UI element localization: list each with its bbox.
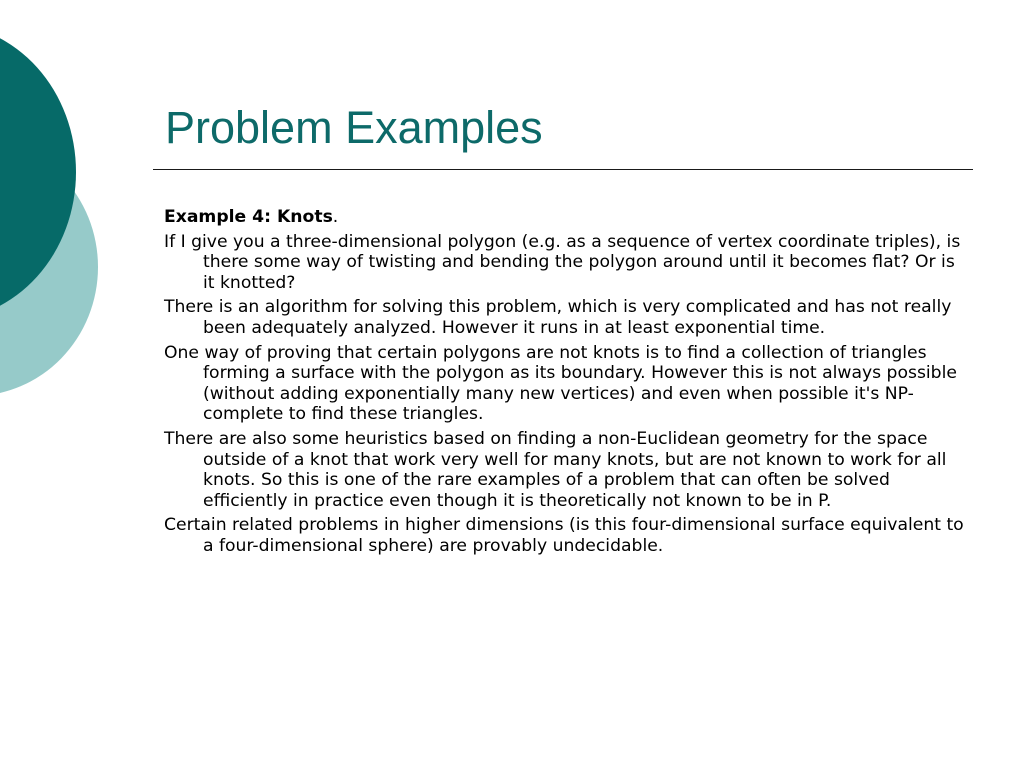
slide-title: Problem Examples xyxy=(165,102,543,153)
paragraph-4: There are also some heuristics based on finding a non-Euclidean geometry for the space outside of a knot that work very well for many knots, but are not known to work for all knots. So this is one of the rare examples of a problem that can often be solved efficiently in practice even though it is theoretically not known to be in P. xyxy=(164,428,947,511)
paragraph-5: Certain related problems in higher dimensions (is this four-dimensional surface equivalent to a four-dimensional sphere) are provably undecidable. xyxy=(164,515,964,556)
paragraph-1: If I give you a three-dimensional polygon (e.g. as a sequence of vertex coordinate triples), is there some way of twisting and bending the polygon around until it becomes flat? Or is it knotted? xyxy=(164,231,961,293)
slide-body xyxy=(164,207,964,561)
example-heading-suffix: . xyxy=(332,207,339,227)
example-heading-bold: Example 4: Knots xyxy=(164,207,333,227)
example-heading xyxy=(164,207,964,228)
title-divider xyxy=(153,169,973,170)
paragraph-2: There is an algorithm for solving this problem, which is very complicated and has not really been adequately analyzed. However it runs in at least exponential time. xyxy=(164,297,952,338)
paragraph-3: One way of proving that certain polygons are not knots is to find a collection of triangles forming a surface with the polygon as its boundary. However this is not always possible (without adding exponentially many new vertices) and even when possible it's NP-complete to find these triangles. xyxy=(164,342,957,425)
